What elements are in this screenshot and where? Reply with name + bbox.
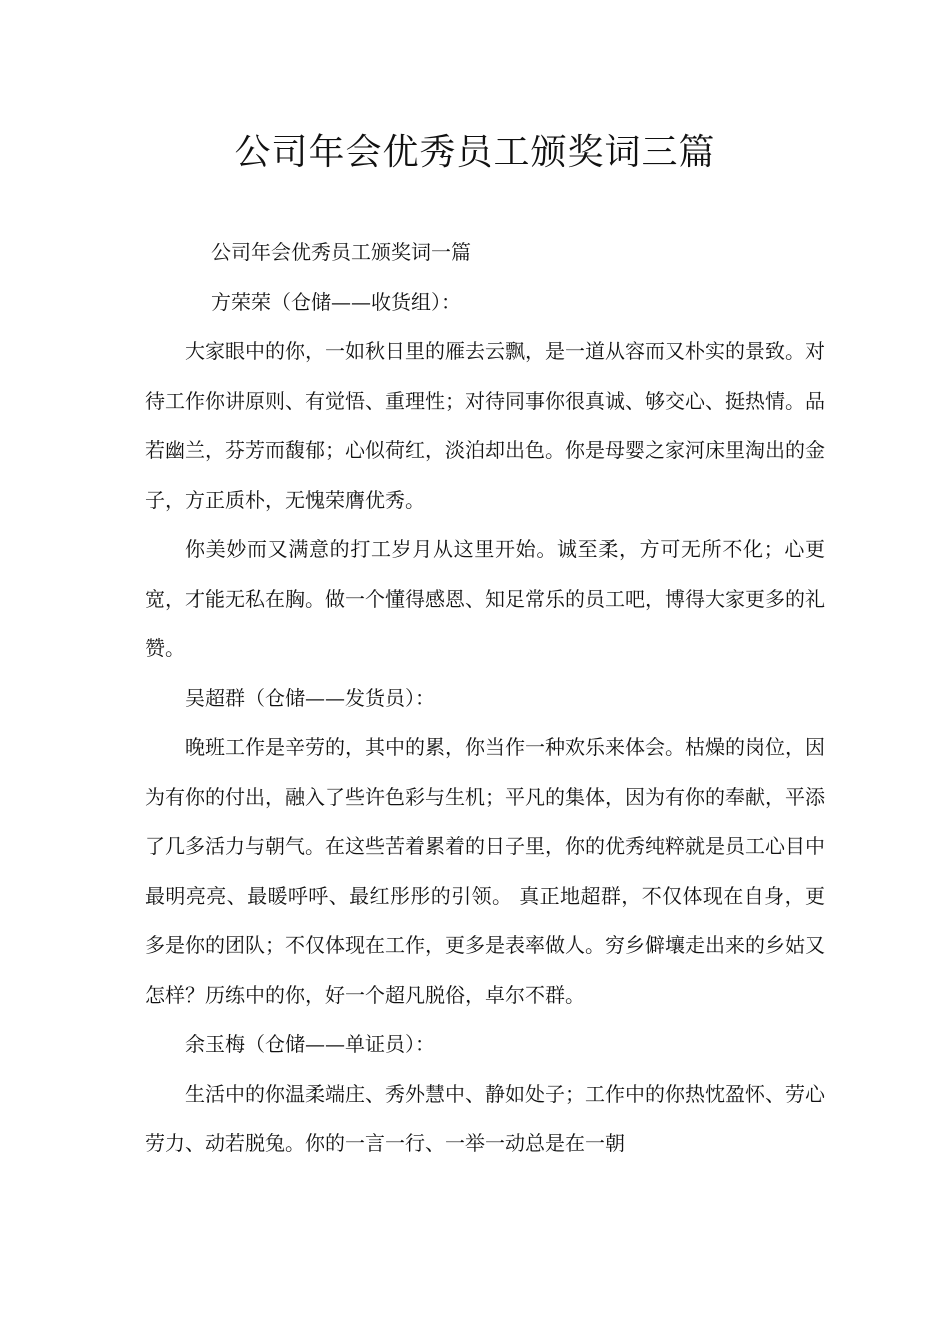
paragraph: 大家眼中的你，一如秋日里的雁去云飘，是一道从容而又朴实的景致。对待工作你讲原则、有觉悟、重理性；对待同事你很真诚、够交心、挺热情。品若幽兰，芬芳而馥郁；心似荷红，淡泊却出色。你是母婴之家河床里淘出的金子，方正质朴，无愧荣膺优秀。: [145, 339, 825, 512]
paragraph: 晚班工作是辛劳的，其中的累，你当作一种欢乐来体会。枯燥的岗位，因为有你的付出，融入了些许色彩与生机；平凡的集体，因为有你的奉献，平添了几多活力与朝气。在这些苦着累着的日子里，你的优秀纯粹就是员工心目中最明亮亮、最暖呼呼、最红彤彤的引领。 真正地超群，不仅体现在自身，更多是你的团队；不仅体现在工作，更多是表率做人。穷乡僻壤走出来的乡姑又怎样？历练中的你，好一个超凡脱俗，卓尔不群。: [145, 735, 825, 1007]
document-title: 公司年会优秀员工颁奖词三篇: [234, 132, 716, 173]
document-body: [145, 228, 825, 1169]
awardee-heading: 余玉梅（仓储——单证员）：: [185, 1032, 435, 1056]
paragraph: 你美妙而又满意的打工岁月从这里开始。诚至柔，方可无所不化；心更宽，才能无私在胸。做一个懂得感恩、知足常乐的员工吧，博得大家更多的礼赞。: [145, 537, 825, 660]
paragraph: 生活中的你温柔端庄、秀外慧中、静如处子；工作中的你热忱盈怀、劳心劳力、动若脱兔。你的一言一行、一举一动总是在一朝: [145, 1081, 825, 1155]
section-heading: 公司年会优秀员工颁奖词一篇: [211, 240, 471, 264]
awardee-heading: 吴超群（仓储——发货员）：: [185, 685, 435, 710]
awardee-heading: 方荣荣（仓储——收货组）：: [211, 289, 461, 314]
